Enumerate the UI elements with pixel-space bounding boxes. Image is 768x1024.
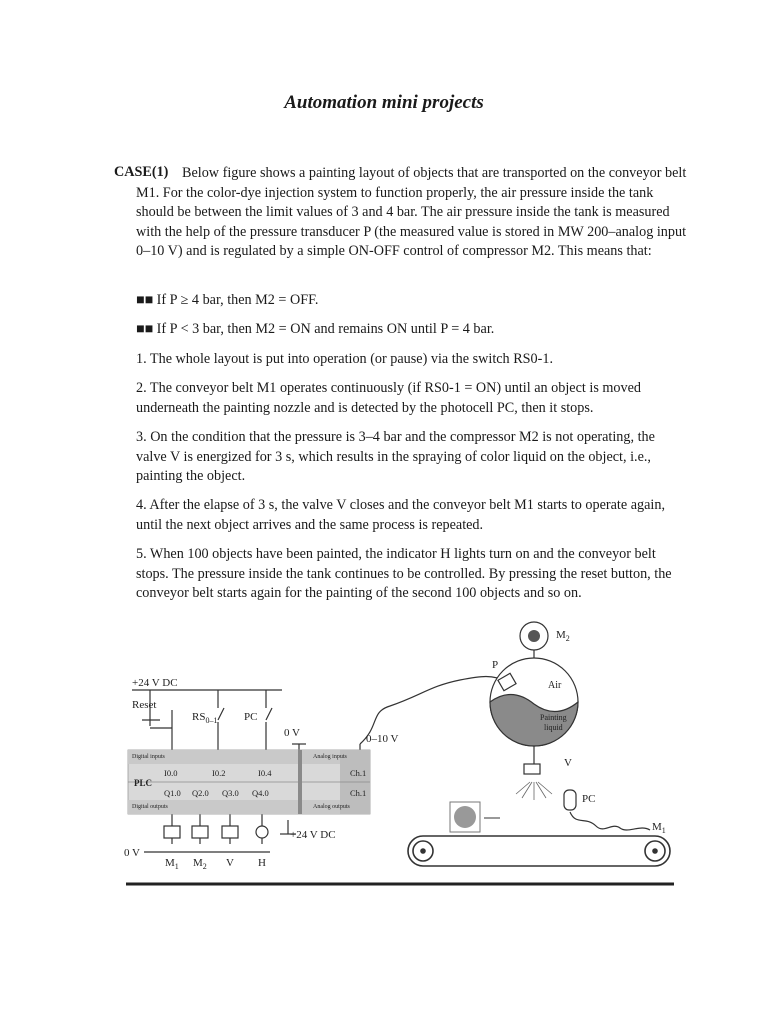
step-3: 3. On the condition that the pressure is 3–4 bar and the compressor M2 is not operating, the valve V is energized for 3 s, which results in the spraying of color liquid on the object, i.e., painting the object. — [136, 429, 655, 484]
rule-1: ■■ If P ≥ 4 bar, then M2 = OFF. — [136, 292, 319, 308]
output-v-label: V — [226, 857, 234, 869]
input-i04: I0.4 — [258, 768, 272, 778]
analog-outputs-label: Analog outputs — [313, 804, 350, 810]
digital-outputs-label: Digital outputs — [132, 804, 168, 810]
output-q30: Q3.0 — [222, 788, 239, 798]
output-m2-label: $M_2$ — [193, 857, 207, 871]
supply-bottom-label: +24 V DC — [290, 829, 336, 841]
transducer-label: P — [492, 659, 499, 671]
input-i00: I0.0 — [164, 768, 178, 778]
output-m1-label: $M_1$ — [165, 857, 179, 871]
analog-out-channel: Ch.1 — [350, 788, 367, 798]
compressor-m2 — [520, 622, 548, 650]
output-q20: Q2.0 — [192, 788, 209, 798]
input-i02: I0.2 — [212, 768, 226, 778]
analog-inputs-label: Analog inputs — [313, 754, 347, 760]
case-intro: Below figure shows a painting layout of objects that are transported on the conveyor belt M1. For the color-dye injection system to function properly, the air pressure inside the tank should be between the limit values of 3 and 4 bar. The air pressure inside the tank is measured with the help of the pressure transducer P (the measured value is stored in MW 200–analog input 0–10 V) and is regulated by a simple ON-OFF control of compressor M2. This means that: — [136, 165, 687, 259]
rule-2: ■■ If P < 3 bar, then M2 = ON and remains ON until P = 4 bar. — [136, 321, 495, 337]
photocell-label: PC — [582, 793, 596, 805]
output-q10: Q1.0 — [164, 788, 181, 798]
reset-label: Reset — [132, 699, 157, 711]
step-1: 1. The whole layout is put into operation (or pause) via the switch RS0-1. — [136, 351, 554, 367]
spray-nozzle — [516, 782, 552, 800]
tank-air-label: Air — [548, 680, 562, 691]
document-title: Automation mini projects — [284, 92, 484, 113]
pressure-tank — [490, 650, 578, 774]
analog-in-channel: Ch.1 — [350, 768, 367, 778]
tank-liquid-label-1: Painting — [540, 713, 567, 722]
output-q40: Q4.0 — [252, 788, 269, 798]
conveyor-belt-m1 — [408, 836, 670, 866]
belt-m1-label: $M_1$ — [652, 821, 666, 835]
zero-volt-label: 0 V — [284, 727, 300, 739]
supply-top-label: +24 V DC — [132, 677, 178, 689]
compressor-label: $M_2$ — [556, 629, 570, 643]
tank-liquid-label-2: liquid — [544, 723, 563, 732]
step-4: 4. After the elapse of 3 s, the valve V closes and the conveyor belt M1 starts to operate again, until the next object arrives and the same process is repeated. — [136, 497, 665, 533]
pc-switch-label: PC — [244, 711, 258, 723]
painted-object — [450, 802, 500, 832]
photocell-sensor — [564, 790, 650, 830]
zero-volt-left-label: 0 V — [124, 847, 140, 859]
output-h-label: H — [258, 857, 266, 869]
case-label: CASE(1) — [114, 164, 169, 180]
output-devices — [164, 826, 268, 838]
plc-label: PLC — [134, 778, 152, 788]
valve-label: V — [564, 757, 572, 769]
step-5: 5. When 100 objects have been painted, the indicator H lights turn on and the conveyor belt stops. The pressure inside the tank continues to be controlled. By pressing the reset button, the conveyor belt starts again for the painting of the second 100 objects and so on. — [136, 546, 672, 601]
step-2: 2. The conveyor belt M1 operates continuously (if RS0-1 = ON) until an object is moved underneath the painting nozzle and is detected by the photocell PC, then it stops. — [136, 380, 641, 416]
painting-layout-figure — [120, 616, 690, 896]
digital-inputs-label: Digital inputs — [132, 754, 165, 760]
rs-label: $RS_{0-1}$ — [192, 711, 218, 725]
analog-range-label: 0–10 V — [366, 733, 399, 745]
